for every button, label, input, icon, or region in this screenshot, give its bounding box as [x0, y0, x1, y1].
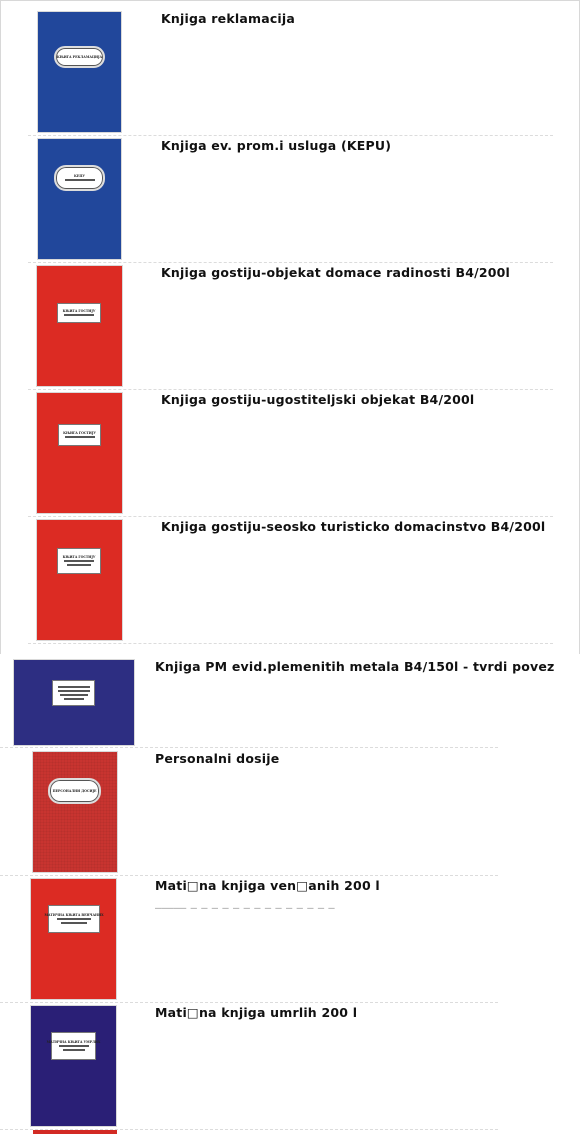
cover-label-line: [59, 1045, 89, 1047]
product-cover-image[interactable]: [37, 520, 122, 640]
row-divider: [28, 135, 553, 136]
product-title[interactable]: Knjiga PM evid.plemenitih metala B4/150l - tvrdi povez: [155, 659, 555, 674]
cover-label-line: [65, 436, 95, 438]
cover-label-line: [57, 918, 91, 920]
cover-label-text: МАТИЧНА КЊИГА ВЕНЧАНИХ: [44, 913, 104, 917]
product-cover-image[interactable]: [38, 139, 121, 259]
row-divider: [28, 389, 553, 390]
product-title[interactable]: Knjiga gostiju-objekat domace radinosti B4/200l: [161, 265, 511, 280]
cover-label-line: [61, 922, 87, 924]
row-divider: [0, 1002, 498, 1003]
cover-label: [44, 905, 104, 933]
cover-label-text: КЊИГА ГОСТИЈУ: [63, 431, 96, 435]
next-product-cover-edge: [33, 1130, 117, 1134]
cover-label-line: [64, 698, 84, 700]
cover-label: [52, 680, 95, 706]
cover-label: [58, 424, 101, 446]
product-cover-image[interactable]: [14, 660, 134, 745]
cover-label-line: [58, 690, 90, 692]
cover-label-text: КЊИГА ГОСТИЈУ: [62, 309, 96, 313]
cover-label-line: [65, 179, 95, 181]
cover-label-line: [64, 314, 94, 316]
cover-label: [54, 46, 105, 68]
product-cover-image[interactable]: [31, 879, 116, 999]
cover-label-line: [64, 560, 94, 562]
product-cover-image[interactable]: [38, 12, 121, 132]
cover-label: [46, 1032, 101, 1060]
cover-label-text: ПЕРСОНАЛНИ ДОСИЈЕ: [52, 789, 97, 793]
cover-label-text: КЊИГА РЕКЛАМАЦИЈА: [56, 55, 103, 59]
row-divider: [28, 643, 553, 644]
product-title[interactable]: Knjiga gostiju-ugostiteljski objekat B4/200l: [161, 392, 475, 407]
row-divider: [28, 516, 553, 517]
product-title[interactable]: Personalni dosije: [155, 751, 280, 766]
product-title[interactable]: Knjiga reklamacija: [161, 11, 296, 26]
row-divider: [28, 262, 553, 263]
cover-label: [54, 165, 105, 191]
cover-label: [48, 778, 101, 804]
product-title[interactable]: Knjiga gostiju-seosko turisticko domacinstvo B4/200l: [161, 519, 546, 534]
row-divider: [0, 875, 498, 876]
cover-label: [57, 303, 101, 323]
product-title[interactable]: Mati□na knjiga ven□anih 200 l: [155, 878, 380, 893]
cover-label-line: [67, 564, 91, 566]
cover-label-line: [63, 1049, 85, 1051]
product-title[interactable]: Mati□na knjiga umrlih 200 l: [155, 1005, 358, 1020]
overlapping-text-fragment: _____ _ _ _ _ _ _ _ _ _ _ _ _ _ _: [155, 894, 335, 909]
product-title[interactable]: Knjiga ev. prom.i usluga (KEPU): [161, 138, 392, 153]
cover-label-line: [58, 686, 90, 688]
cover-label-text: МАТИЧНА КЊИГА УМРЛИХ: [46, 1040, 101, 1044]
product-cover-image[interactable]: [37, 266, 122, 386]
cover-label-text: КЕПУ: [74, 174, 85, 178]
product-cover-image[interactable]: [31, 1006, 116, 1126]
product-cover-image[interactable]: [37, 393, 122, 513]
row-divider: [0, 747, 498, 748]
cover-label-text: КЊИГА ГОСТИЈУ: [62, 555, 96, 559]
cover-label: [57, 548, 101, 574]
product-cover-image[interactable]: [33, 752, 117, 872]
cover-label-line: [60, 694, 88, 696]
